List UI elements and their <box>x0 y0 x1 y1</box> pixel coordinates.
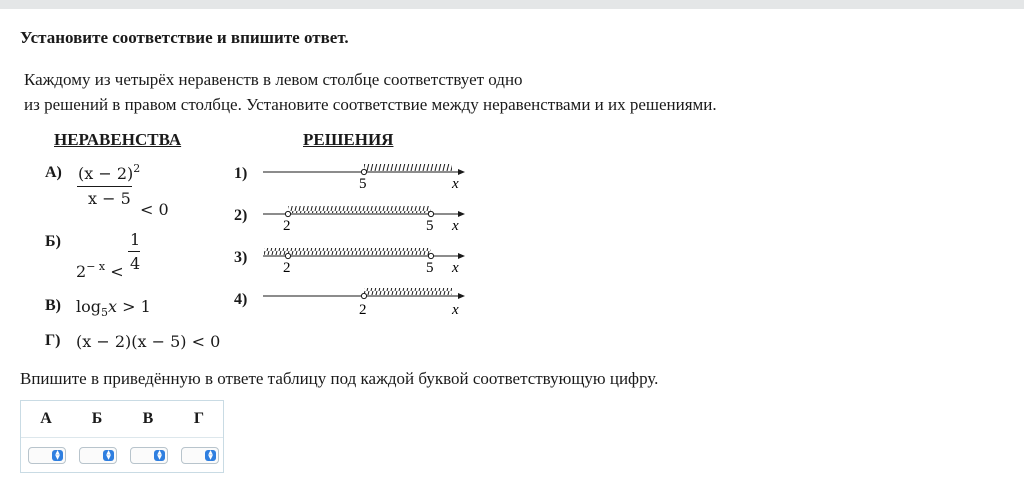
solution-3-label: 3) <box>234 249 248 266</box>
solution-2-point-5 <box>428 211 433 216</box>
solution-3-point-5 <box>428 253 433 258</box>
answer-select-v[interactable] <box>130 447 168 464</box>
ineq-b-fraction-line <box>128 251 140 252</box>
answer-prompt: Впишите в приведённую в ответе таблицу под каждой буквой соответствующую цифру. <box>20 369 659 388</box>
solution-1-tick-5: 5 <box>359 176 367 192</box>
ineq-a-fraction-line <box>77 186 132 187</box>
solution-3-point-2 <box>285 253 290 258</box>
answer-header-g: Г <box>193 410 205 427</box>
solution-2-hatch <box>288 206 431 213</box>
ineq-a-denominator: x − 5 <box>88 189 131 208</box>
solution-2-arrow <box>458 211 465 217</box>
solution-2-tick-5: 5 <box>426 218 434 234</box>
answer-select-b[interactable] <box>79 447 117 464</box>
task-title: Установите соответствие и впишите ответ. <box>20 28 349 47</box>
answer-header-a: А <box>40 410 52 427</box>
solutions-number-lines <box>230 155 480 325</box>
answer-select-a[interactable] <box>28 447 66 464</box>
ineq-a-rhs: < 0 <box>140 200 169 219</box>
answer-table <box>20 400 224 473</box>
solution-1-arrow <box>458 169 465 175</box>
solution-2-tick-2: 2 <box>283 218 291 234</box>
solution-1-label: 1) <box>234 165 248 182</box>
solution-1 <box>234 164 465 192</box>
stepper-arrows-icon: ▲ ▼ <box>205 450 216 461</box>
solution-3-arrow <box>458 253 465 259</box>
solution-4-tick-2: 2 <box>359 302 367 318</box>
ineq-a-numerator: $(x - 2)^2$ <box>78 162 141 183</box>
answer-header-v: В <box>142 410 154 427</box>
stepper-arrows-icon: ▲ ▼ <box>154 450 165 461</box>
solution-4-arrow <box>458 293 465 299</box>
solution-1-point-5 <box>361 169 366 174</box>
label-b: Б) <box>45 233 61 250</box>
ineq-b-lhs: $2^{- x}$ < <box>76 260 124 281</box>
solution-3 <box>234 248 465 276</box>
solution-4-point-2 <box>361 293 366 298</box>
label-g: Г) <box>45 332 61 349</box>
solutions-header: РЕШЕНИЯ <box>303 130 394 149</box>
solution-2-axis-label: x <box>452 218 459 234</box>
answer-header-b: Б <box>91 410 103 427</box>
task-text-line-2: из решений в правом столбце. Установите соответствие между неравенствами и их решениями. <box>24 95 717 114</box>
solution-3-tick-2: 2 <box>283 260 291 276</box>
label-v: В) <box>45 297 61 314</box>
task-text-line-1: Каждому из четырёх неравенств в левом столбце соответствует одно <box>24 70 523 89</box>
solution-2-label: 2) <box>234 207 248 224</box>
ineq-b-frac-den: 4 <box>130 254 141 273</box>
stepper-arrows-icon: ▲ ▼ <box>103 450 114 461</box>
ineq-g-expr: (x − 2)(x − 5) < 0 <box>76 332 221 351</box>
solution-1-axis-label: x <box>452 176 459 192</box>
solution-3-axis-label: x <box>452 260 459 276</box>
solution-1-hatch <box>364 164 452 171</box>
solution-4 <box>234 288 465 318</box>
solution-4-hatch <box>364 288 452 295</box>
top-bar <box>0 0 1024 9</box>
inequalities-header: НЕРАВЕНСТВА <box>54 130 182 149</box>
ineq-v-expr: $\log_5x > 1$ <box>76 297 151 319</box>
answer-select-g[interactable] <box>181 447 219 464</box>
answer-table-separator <box>21 437 223 438</box>
stepper-arrows-icon: ▲ ▼ <box>52 450 63 461</box>
ineq-b-frac-num: 1 <box>130 230 141 249</box>
solution-2-point-2 <box>285 211 290 216</box>
solution-3-tick-5: 5 <box>426 260 434 276</box>
solution-2 <box>234 206 465 234</box>
solution-4-label: 4) <box>234 291 248 308</box>
solution-4-axis-label: x <box>452 302 459 318</box>
label-a: А) <box>45 164 62 181</box>
